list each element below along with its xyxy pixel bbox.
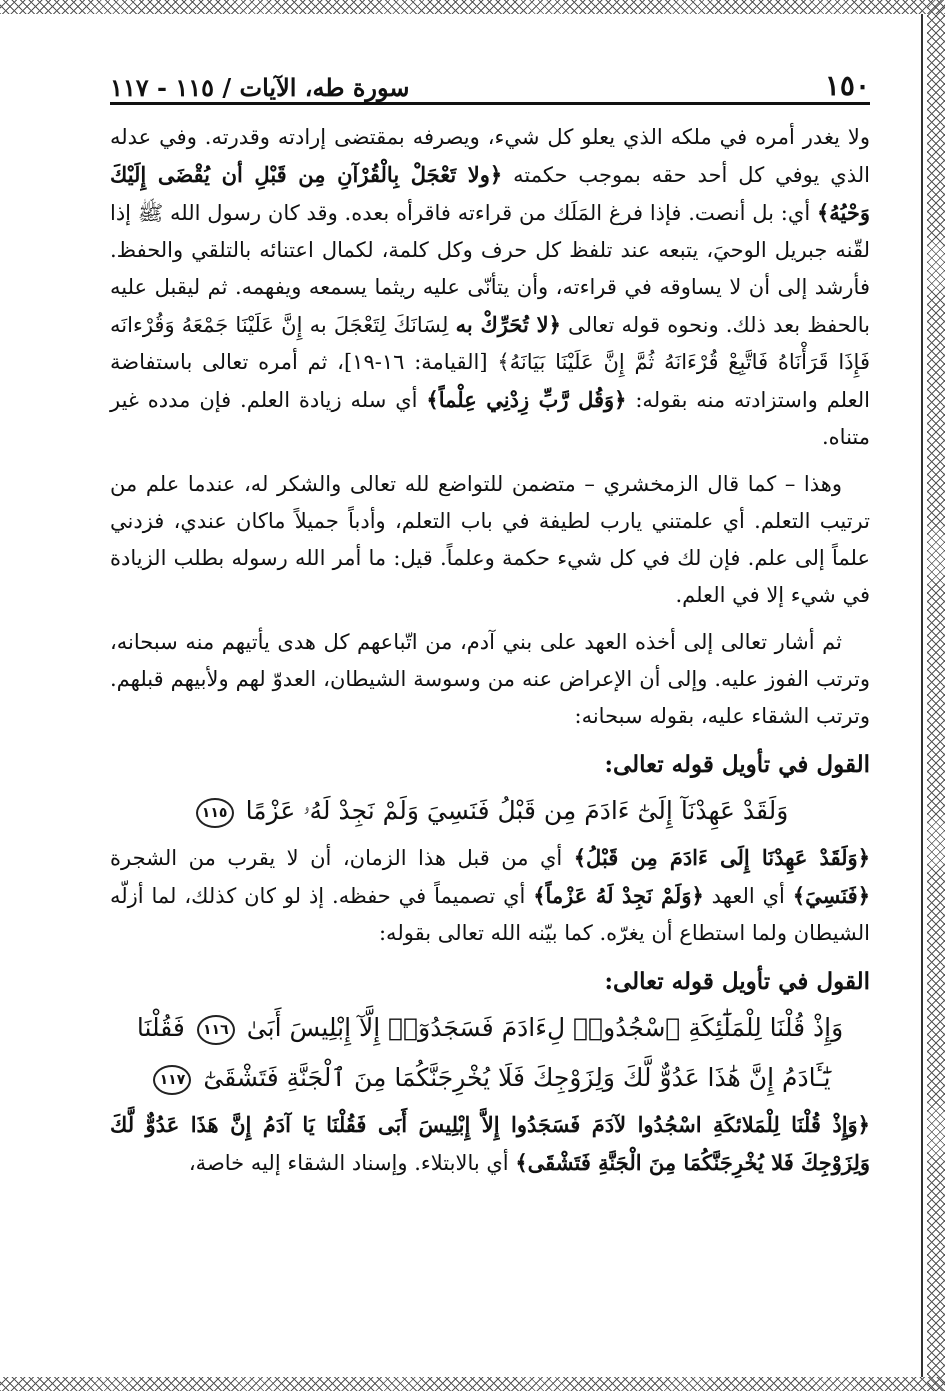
paragraph [110, 119, 870, 456]
text-run: أي بالابتلاء. وإسناد الشقاء إليه خاصة، [188, 1151, 516, 1175]
quran-quote: ﴿وَلَمْ نَجِدْ لَهُ عَزْماً﴾ [533, 883, 704, 908]
quran-quote: ﴿لا تُحَرِّكْ به [455, 312, 561, 337]
ayah-number: ١١٥ [196, 798, 234, 828]
text-run: أي: بل أنصت. فإذا فرغ المَلَك من قراءته فاقرأه بعده. وقد كان رسول الله ﷺ إذا لقّنه جبريل الوحيَ، يتبعه عند تلفظ كل حرف وكل كلمة، لكمال اعتنائه بالتلقي والحفظ. فأرشد إلى أن لا يساوقه في قراءته، وأن يتأنّى عليه ريثما يسمعه ويفهمه. ثم ليقبل عليه بالحفظ بعد ذلك. ونحوه قوله تعالى [110, 201, 870, 337]
decorative-border-bottom [0, 1377, 945, 1391]
verse-text: وَلَقَدْ عَهِدْنَآ إِلَىٰٓ ءَادَمَ مِن قَبْلُ فَنَسِيَ وَلَمْ نَجِدْ لَهُۥ عَزْمًا [245, 796, 789, 825]
verse-text: يَٰٓـَٔادَمُ إِنَّ هَٰذَا عَدُوٌّ لَّكَ وَلِزَوْجِكَ فَلَا يُخْرِجَنَّكُمَا مِنَ ٱلْجَنَّةِ فَتَشْقَىٰٓ [203, 1063, 831, 1092]
verse-text: فَقُلْنَا [136, 1013, 185, 1042]
text-run: أي من قبل هذا الزمان، أن لا يقرب من الشجرة [110, 846, 574, 870]
quran-quote: ﴿فَنَسِيَ﴾ [792, 883, 871, 908]
quran-verse [110, 789, 870, 833]
quran-verse [110, 1056, 870, 1100]
text-run: أي سله زيادة العلم. فإن مدده غير متناه. [110, 388, 870, 449]
text-run: أي تصميماً في حفظه. إذ لو كان كذلك، لما أزلّه الشيطان ولما استطاع أن يغرّه. كما بيّنه الله تعالى بقوله: [110, 884, 870, 945]
ayah-number: ١١٧ [153, 1065, 191, 1095]
quran-quote: ﴿وَإِذْ قُلْنَا لِلْمَلائكَةِ اسْجُدُوا لآدَمَ فَسَجَدُوا إِلاَّ إِبْلِيسَ أَبَى فَقُلْنَا يَا آدَمُ إِنَّ هَذَا عَدُوٌّ لَّكَ وَلِزَوْجِكَ فَلا يُخْرِجَنَّكُمَا مِنَ الْجَنَّةِ فَتَشْقَى﴾ [110, 1112, 870, 1175]
section-heading: القول في تأويل قوله تعالى: [604, 968, 870, 995]
decorative-border-right [927, 0, 945, 1391]
decorative-border-top [0, 0, 945, 14]
ayah-number: ١١٦ [197, 1015, 235, 1045]
section-heading: القول في تأويل قوله تعالى: [604, 751, 870, 778]
text-run: وهذا – كما قال الزمخشري – متضمن للتواضع لله تعالى والشكر له، عندما علم من ترتيب التعلم. أي علمتني يارب لطيفة في باب التعلم، وأدباً جميلاً ماكان عندي، فزدني علماً إلى علم. فإن لك في كل شيء حكمة وعلماً. قيل: ما أمر الله رسوله بطلب الزيادة في شيء إلا في العلم. [110, 472, 870, 607]
paragraph [110, 466, 870, 614]
commentary [110, 1106, 870, 1182]
text-run: ثم أشار تعالى إلى أخذه العهد على بني آدم، من اتّباعهم كل هدى يأتيهم منه سبحانه، وترتب الفوز عليه. وإلى أن الإعراض عنه من وسوسة الشيطان، العدوّ لهم ولأبيهم قبلهم. وترتب الشقاء عليه، بقوله سبحانه: [110, 630, 870, 728]
text-run: ولا يغدر أمره في ملكه الذي يعلو كل شيء، ويصرفه بمقتضى إرادته وقدرته. وفي عدله الذي يوفي كل أحد حقه بموجب حكمته [110, 125, 870, 187]
text-run: أي العهد [703, 884, 793, 908]
paragraph [110, 624, 870, 735]
quran-quote: ﴿وَقُل رَّبِّ زِدْنِي عِلْماً﴾ [426, 387, 627, 412]
commentary [110, 839, 870, 952]
page-header [110, 52, 870, 105]
running-title: سورة طه، الآيات / ١١٥ - ١١٧ [110, 73, 410, 102]
quran-quote: ﴿وَلَقَدْ عَهِدْنَا إِلَى ءَادَمَ مِن قَبْلُ﴾ [573, 845, 870, 870]
page [110, 52, 870, 1192]
border-rule [921, 14, 923, 1377]
verse-text: وَإِذْ قُلْنَا لِلْمَلَٰٓئِكَةِ ٱسْجُدُوا۟ لِءَادَمَ فَسَجَدُوٓا۟ إِلَّآ إِبْلِيسَ أَبَىٰ [246, 1013, 844, 1042]
quran-verse [110, 1006, 870, 1050]
page-content [110, 119, 870, 1182]
page-number: ١٥٠ [824, 69, 870, 102]
text-run: لِسَانَكَ لِتَعْجَلَ به إِنَّ عَلَيْنَا جَمْعَهُ وَقُرْءانَه فَإِذَا قَرَأْنَاهُ فَاتَّبِعْ قُرْءَانَهُ ثُمَّ إِنَّ عَلَيْنَا بَيَانَهُ﴾ [القيامة: ١٦-١٩]، ثم أمره تعالى باستفاضة العلم واستزادته منه بقوله: [110, 313, 871, 412]
quran-quote: ﴿ولا تَعْجَلْ بِالْقُرْآنِ مِن قَبْلِ أن يُقْضَى إِلَيْكَ وَحْيُهُ﴾ [110, 162, 870, 225]
